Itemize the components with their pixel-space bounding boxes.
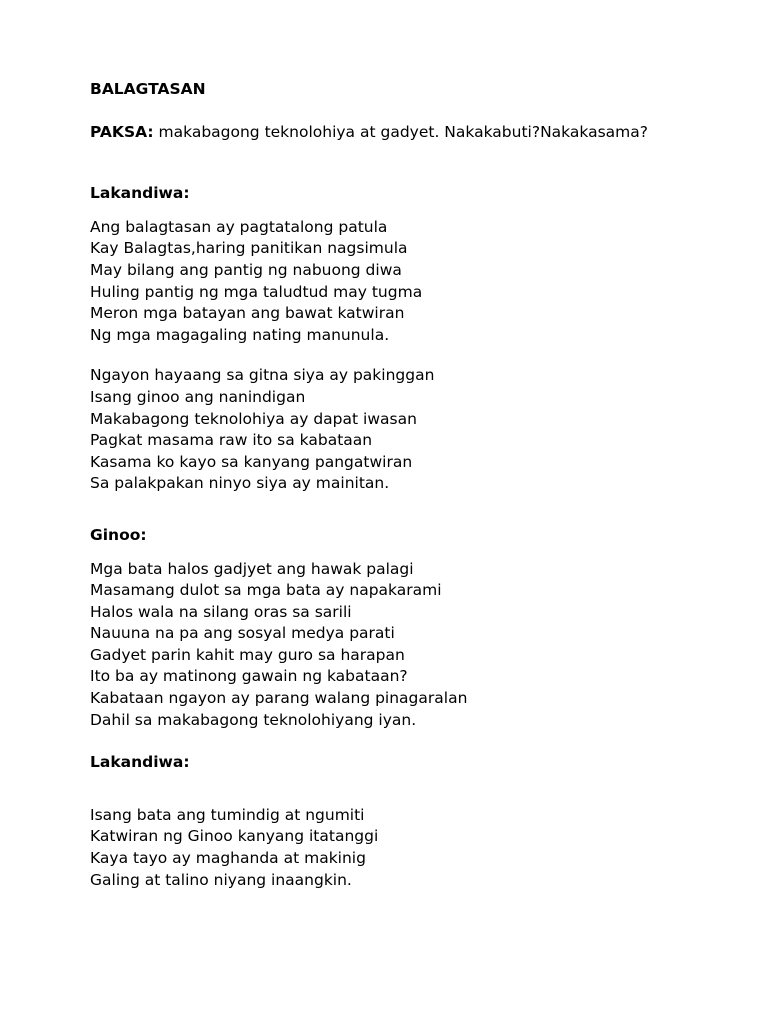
poem-line: Isang bata ang tumindig at ngumiti — [90, 805, 365, 824]
poem-line: Galing at talino niyang inaangkin. — [90, 870, 352, 889]
poem-line: Katwiran ng Ginoo kanyang itatanggi — [90, 827, 379, 846]
spacer — [90, 346, 730, 365]
poem-line: Dahil sa makabagong teknolohiyang iyan. — [90, 710, 417, 729]
stanza — [90, 217, 730, 347]
poem-line: Gadyet parin kahit may guro sa harapan — [90, 645, 405, 664]
topic-line — [90, 122, 730, 144]
poem-line: Pagkat masama raw ito sa kabataan — [90, 431, 373, 450]
stanza — [90, 365, 730, 495]
poem-line: Kabataan ngayon ay parang walang pinagaralan — [90, 689, 468, 708]
poem-line: Ang balagtasan ay pagtatalong patula — [90, 217, 388, 236]
poem-line: Kaya tayo ay maghanda at makinig — [90, 849, 366, 868]
poem-line: Masamang dulot sa mga bata ay napakarami — [90, 581, 442, 600]
speaker-heading: Ginoo: — [90, 525, 147, 544]
poem-line: Isang ginoo ang nanindigan — [90, 387, 306, 406]
poem-line: Makabagong teknolohiya ay dapat iwasan — [90, 409, 417, 428]
poem-line: Kay Balagtas,haring panitikan nagsimula — [90, 239, 408, 258]
poem-line: Halos wala na silang oras sa sarili — [90, 602, 352, 621]
poem-line: Kasama ko kayo sa kanyang pangatwiran — [90, 452, 413, 471]
poem-line: Huling pantig ng mga taludtud may tugma — [90, 282, 423, 301]
poem-line: Ito ba ay matinong gawain ng kabataan? — [90, 667, 408, 686]
poem-line: Nauuna na pa ang sosyal medya parati — [90, 624, 395, 643]
spacer — [90, 786, 730, 805]
document-content — [90, 79, 730, 891]
poem-line: Sa palakpakan ninyo siya ay mainitan. — [90, 474, 390, 493]
stanza — [90, 559, 730, 732]
poem-line: Meron mga batayan ang bawat katwiran — [90, 304, 405, 323]
document-title: BALAGTASAN — [90, 80, 206, 98]
poem-line: Mga bata halos gadjyet ang hawak palagi — [90, 559, 414, 578]
poem-line: May bilang ang pantig ng nabuong diwa — [90, 260, 402, 279]
speaker-heading: Lakandiwa: — [90, 184, 190, 203]
speaker-heading: Lakandiwa: — [90, 753, 190, 772]
stanza — [90, 805, 730, 891]
poem-line: Ng mga magagaling nating manunula. — [90, 325, 390, 344]
topic-text: makabagong teknolohiya at gadyet. Nakakabuti?Nakakasama? — [153, 122, 648, 141]
poem-line: Ngayon hayaang sa gitna siya ay pakinggan — [90, 366, 435, 385]
spacer — [90, 731, 730, 752]
spacer — [90, 495, 730, 525]
topic-label: PAKSA: — [90, 122, 154, 141]
